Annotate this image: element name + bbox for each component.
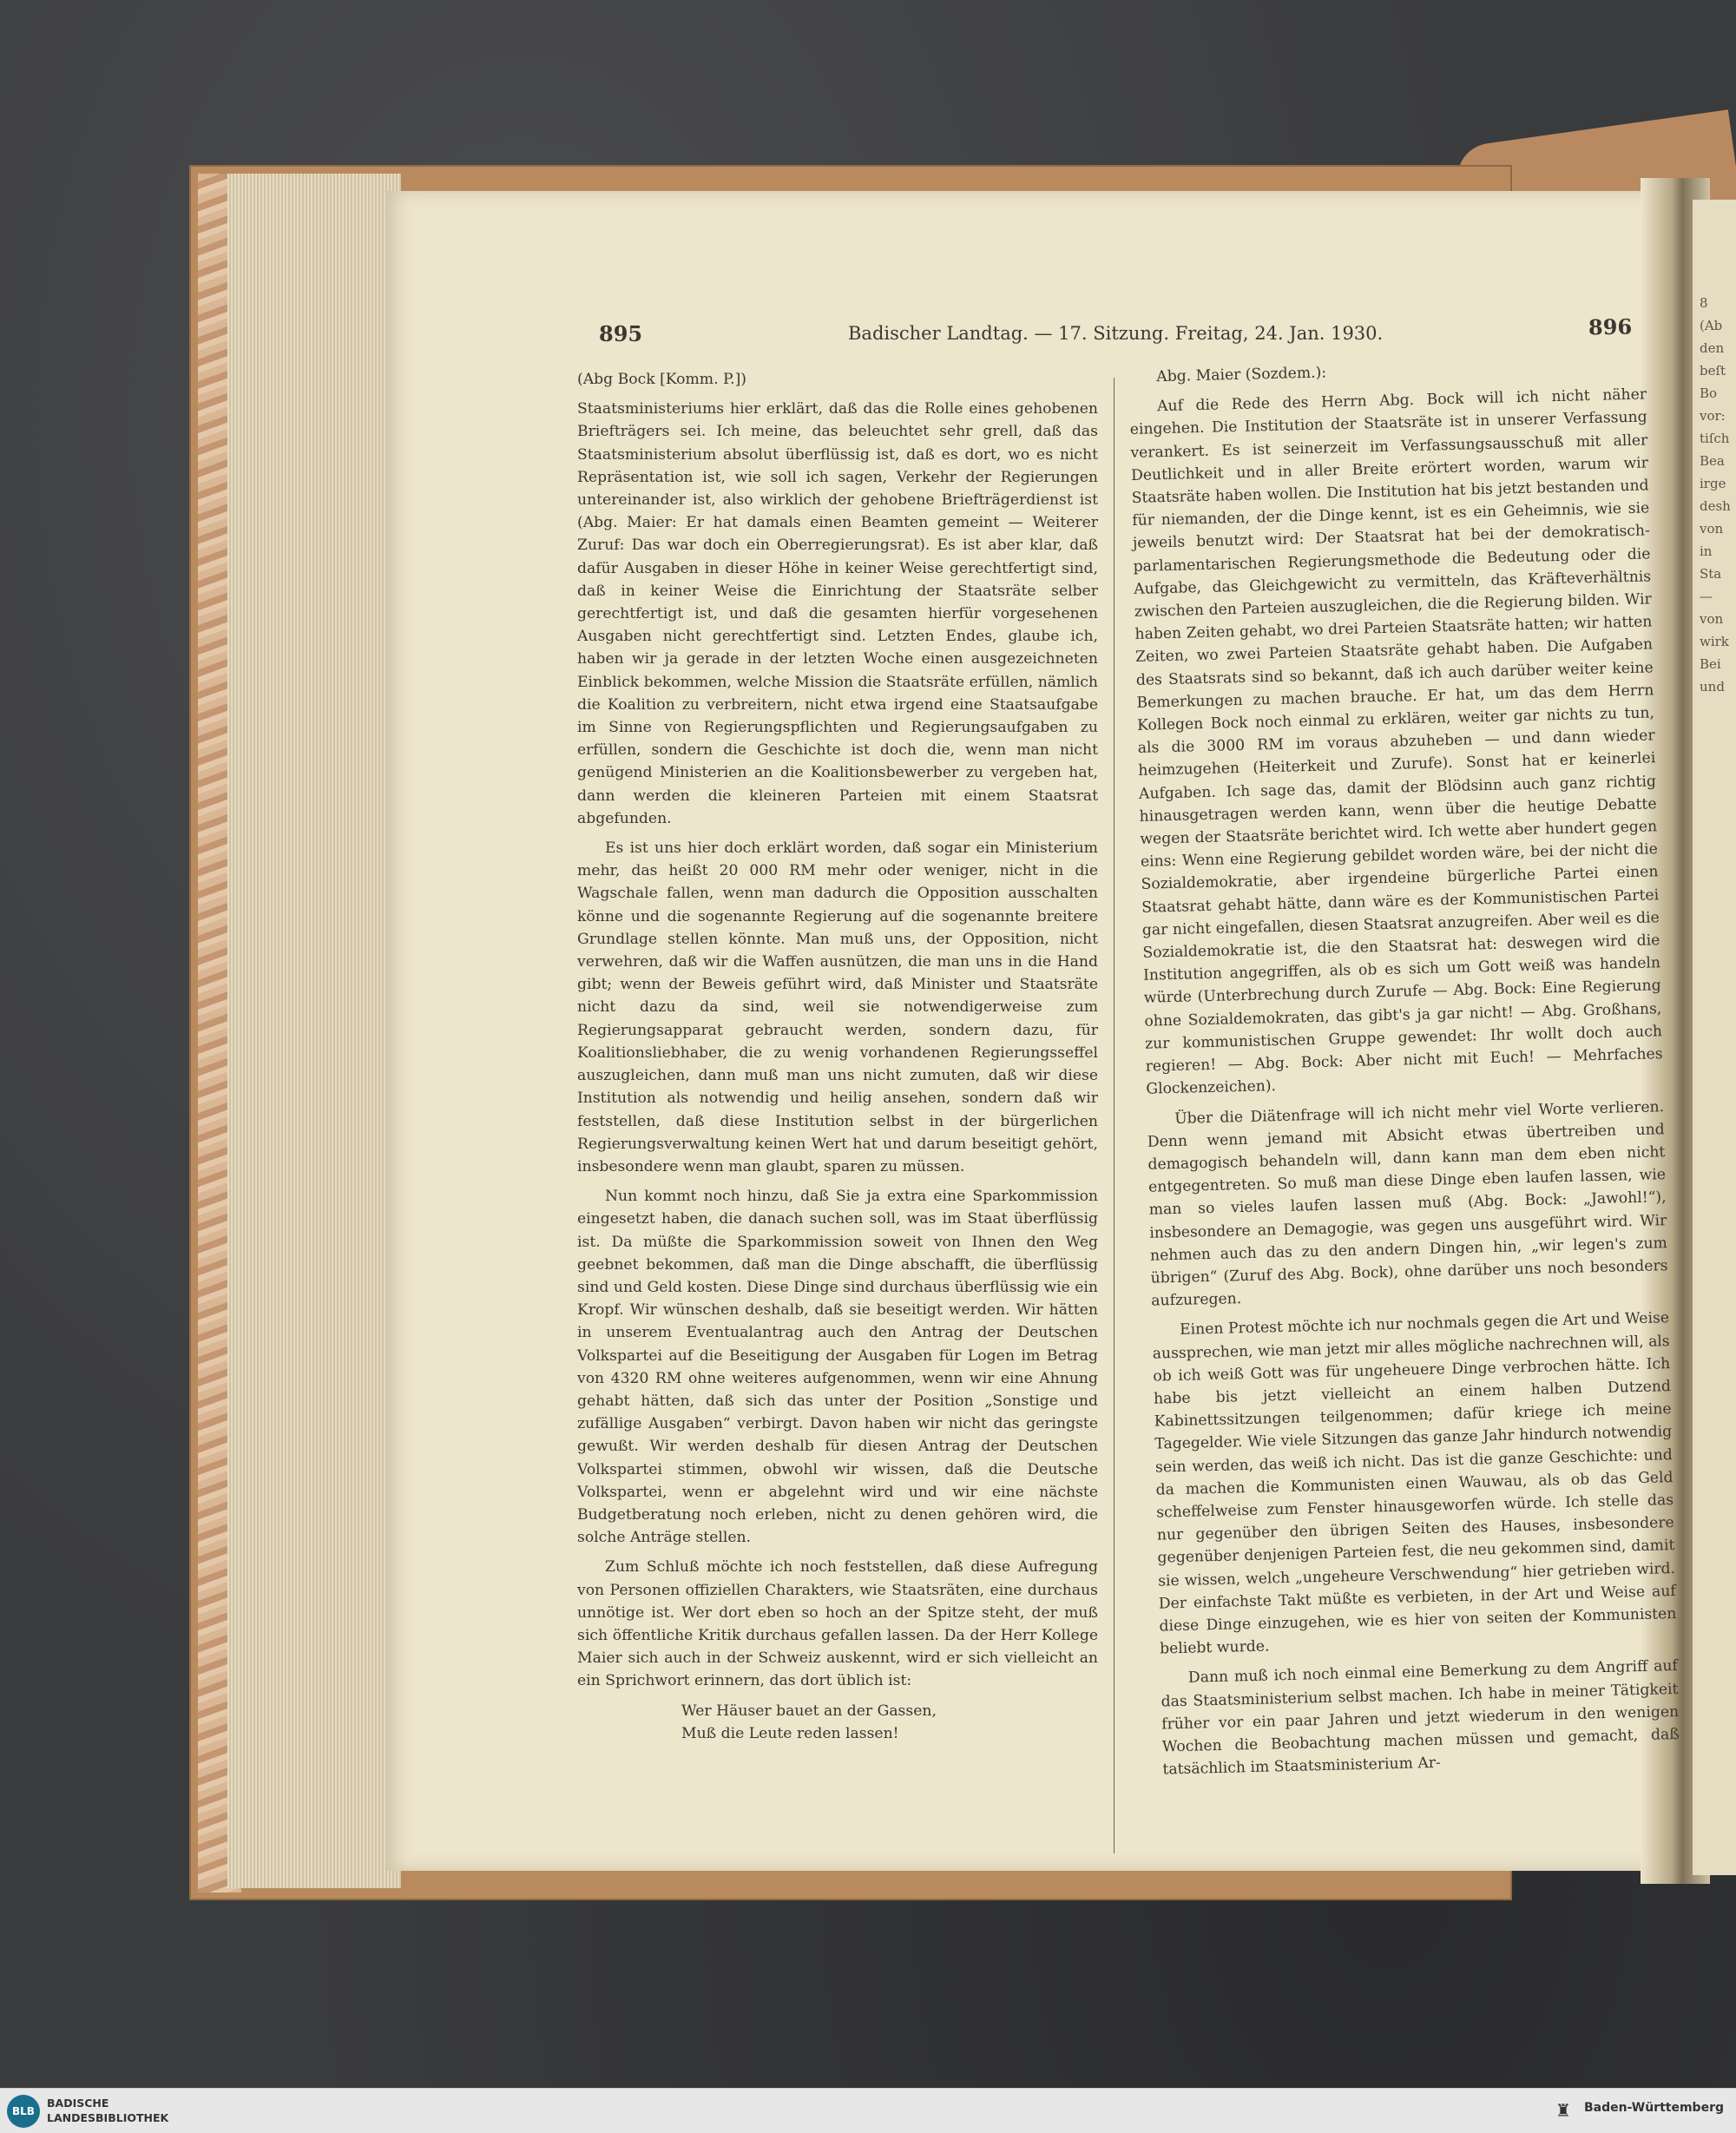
next-page-fragment: beſt bbox=[1700, 363, 1726, 379]
page-number-right: 896 bbox=[1588, 313, 1633, 340]
running-title: Badischer Landtag. — 17. Sitzung. Freitag, 24. Jan. 1930. bbox=[848, 323, 1384, 344]
paragraph: Über die Diätenfrage will ich nicht mehr viel Worte verlieren. Denn wenn jemand mit Absicht etwas übertreiben und demagogisch behandeln will, dann kann man dem eben nicht entgegentreten. So muß man diese Dinge eben laufen lassen, wie man so vieles laufen lassen muß (Abg. Bock: „Jawohl!“), insbesondere an Demagogie, was gegen uns ausgeführt wird. Wir nehmen auch das zu den andern Dingen hin, „wir legen's zum übrigen“ (Zuruf des Abg. Bock), ohne darüber uns noch besonders aufzuregen. bbox=[1147, 1097, 1668, 1310]
next-page-fragment: — bbox=[1700, 589, 1713, 604]
paragraph: Auf die Rede des Herrn Abg. Bock will ich nicht näher eingehen. Die Institution der Staatsräte ist in unserer Verfassung verankert. Es ist seinerzeit im Verfassungsausschuß mit aller Deutlichkeit und in aller Breite erörtert worden, warum wir Staatsräte haben wollen. Die Institution hat bis jetzt bestanden und für niemanden, der die Dinge kennt, ist es ein Geheimnis, wie sie jeweils benutzt wird: Der Staatsrat hat bei der demokratisch-parlamentarischen Regierungsmethode die Bedeutung oder die Aufgabe, das Gleichgewicht zu vermitteln, das Kräfteverhältnis zwischen den Parteien auszugleichen, die die Regierung bilden. Wir haben Zeiten gehabt, wo drei Parteien Staatsräte hatten; wir hatten Zeiten, wo zwei Parteien Staatsräte gehabt haben. Die Aufgaben des Staatsrats sind so bekannt, daß ich auch darüber weiter keine Bemerkungen zu machen brauche. Er hat, um das dem Herrn Kollegen Bock noch einmal zu erklären, weiter gar nichts zu tun, als die 3000 RM im voraus abzuheben — und dann wieder heimzugehen (Heiterkeit und Zurufe). Sonst hat er keinerlei Aufgaben. Ich sage das, damit der Blödsinn auch ganz richtig hinausgetragen werden kann, wenn über die heutige Debatte wegen der Staatsräte berichtet wird. Ich wette aber hundert gegen eins: Wenn eine Regierung gebildet worden wäre, bei der nicht die Sozialdemokratie, aber irgendeine bürgerliche Partei einen Staatsrat gehabt hätte, dann wäre es der Kommunistischen Partei gar nicht eingefallen, diesen Staatsrat anzugreifen. Aber weil es die Sozialdemokratie ist, die den Staatsrat hat: deswegen wird die Institution angegriffen, als ob es sich um Gott weiß was handeln würde (Unterbrechung durch Zurufe — Abg. Bock: Eine Regierung ohne Sozialdemokraten, das gibt's ja gar nicht! — Abg. Großhans, zur kommunistischen Gruppe gewendet: Ihr wollt doch auch regieren! — Abg. Bock: Aber nicht mit Euch! — Mehrfaches Glockenzeichen). bbox=[1129, 385, 1663, 1099]
next-page-fragment: Sta bbox=[1700, 566, 1722, 582]
library-name-line2: LANDESBIBLIOTHEK bbox=[47, 2111, 169, 2124]
next-page-fragment: irge bbox=[1700, 476, 1726, 491]
next-page-edge bbox=[1693, 200, 1736, 1875]
speaker-label: Abg. Maier (Sozdem.): bbox=[1156, 364, 1327, 386]
library-logo-icon[interactable]: BLB bbox=[7, 2095, 40, 2128]
paragraph: Nun kommt noch hinzu, daß Sie ja extra eine Sparkommission eingesetzt haben, die danach suchen soll, was im Staat überflüssig ist. Da müßte die Sparkommission soweit von Ihnen den Weg geebnet bekommen, daß man die Dinge abschafft, die überflüssig sind und Geld kosten. Diese Dinge sind durchaus überflüssig wie ein Kropf. Wir wünschen deshalb, daß sie beseitigt werden. Wir hätten in unserem Eventualantrag auch den Antrag der Deutschen Volkspartei auf die Beseitigung der Ausgaben für Logen im Betrag von 4320 RM ohne weiteres aufgenommen, wenn wir eine Ahnung gehabt hätten, daß sich das unter der Position „Sonstige und zufällige Ausgaben“ verbirgt. Davon haben wir nicht das geringste gewußt. Wir werden deshalb für diesen Antrag der Deutschen Volkspartei stimmen, obwohl wir wissen, daß die Deutsche Volkspartei, wenn er abgelehnt wird und wir eine nächste Budgetberatung noch erleben, nicht zu denen gehören wird, die solche Anträge stellen. bbox=[577, 1188, 1098, 1547]
page-header bbox=[595, 313, 1636, 351]
paragraph: Es ist uns hier doch erklärt worden, daß sogar ein Ministerium mehr, das heißt 20 000 RM mehr oder weniger, nicht in die Wagschale fallen, wenn man dadurch die Opposition ausschalten könne und die sogenannte Regierung auf die sogenannte breitere Grundlage stellen könnte. Man muß uns, der Opposition, nicht verwehren, daß wir die Waffen ausnützen, die man uns in die Hand gibt; wenn der Beweis geführt wird, daß Minister und Staatsräte nicht dazu da sind, weil sie notwendigerweise zum Regierungsapparat gebraucht werden, sondern dazu, für Koalitionsliebhaber, die zu wenig vorhandenen Regierungsseffel auszugleichen, dann muß man uns nicht zumuten, daß wir diese Institution als notwendig und heilig ansehen, sondern daß wir feststellen, daß diese Institution selbst in der bürgerlichen Regierungsverwaltung keinen Wert hat und darum beseitigt gehört, insbesondere wenn man glaubt, sparen zu müssen. bbox=[577, 839, 1098, 1175]
paragraph: Einen Protest möchte ich nur nochmals gegen die Art und Weise aussprechen, wie man jetzt mir alles mögliche nachrechnen will, als ob ich weiß Gott was für ungeheuere Dinge verbrochen hätte. Ich habe bis jetzt vielleicht an einem halben Dutzend Kabinettssitzungen teilgenommen; dafür kriege ich meine Tagegelder. Wie viele Sitzungen das ganze Jahr hindurch notwendig sein werden, das weiß ich nicht. Das ist die ganze Geschichte: und da machen die Kommunisten einen Wauwau, als ob das Geld scheffelweise zum Fenster hinausgeworfen würde. Ich stelle das nur gegenüber den übrigen Seiten des Hauses, insbesondere gegenüber denjenigen Parteien fest, die neu gekommen sind, damit sie wissen, welch „ungeheure Verschwendung“ hier getrieben wird. Der einfachste Takt müßte es verbieten, in der Art und Weise auf diese Dinge einzugehen, wie es hier von seiten der Kommunisten beliebt wurde. bbox=[1152, 1309, 1677, 1658]
next-page-fragment: Bo bbox=[1700, 385, 1718, 401]
paragraph: Staatsministeriums hier erklärt, daß das die Rolle eines gehobenen Briefträgers sei. Ich meine, das beleuchtet sehr grell, daß das Staatsministerium absolut überflüssig ist, daß es dort, wo es nicht Repräsentation ist, wie soll ich sagen, Verkehr der Regierungen untereinander ist, also wirklich der gehobene Briefträgerdienst ist (Abg. Maier: Er hat damals einen Beamten gemeint — Weiterer Zuruf: Das war doch ein Oberregierungsrat). Es ist aber klar, daß dafür Ausgaben in dieser Höhe in keiner Weise gerechtfertigt sind, daß in keiner Weise die Einrichtung der Staatsräte selber gerechtfertigt ist, und daß die gesamten hierfür vorgesehenen Ausgaben nicht gerechtfertigt sind. Letzten Endes, glaube ich, haben wir ja gerade in der letzten Woche einen ausgezeichneten Einblick bekommen, welche Mission die Staatsräte erfüllen, nämlich die Koalition zu verbreitern, nicht etwa irgend eine Staatsaufgabe im Sinne von Regierungspflichten und Regierungsaufgaben zu erfüllen, sondern die Geschichte ist doch die, wenn man nicht genügend Ministerien an die Koalitionsbewerber zu vergeben hat, dann werden die kleineren Parteien mit einem Staatsrat abgefunden. bbox=[577, 400, 1098, 827]
paragraph: Dann muß ich noch einmal eine Bemerkung zu dem Angriff auf das Staatsministerium selbst machen. Ich habe in meiner Tätigkeit früher vor ein paar Jahren und jetzt wiederum in den wenigen Wochen die Beobachtung machen müssen und gemacht, daß tatsächlich im Staatsministerium Ar- bbox=[1161, 1657, 1680, 1779]
speaker-label: (Abg Bock [Komm. P.]) bbox=[577, 371, 746, 388]
page-number-left: 895 bbox=[599, 321, 643, 346]
left-column bbox=[577, 368, 1098, 1745]
next-page-fragment: und bbox=[1700, 679, 1725, 695]
next-page-fragment: von bbox=[1700, 611, 1724, 627]
next-page-fragment: Bei bbox=[1700, 656, 1721, 672]
column-divider bbox=[1114, 378, 1115, 1853]
next-page-fragment: vor: bbox=[1700, 408, 1726, 424]
library-name-line1: BADISCHE bbox=[47, 2097, 109, 2110]
next-page-fragment: 8 bbox=[1700, 295, 1708, 311]
next-page-fragment: von bbox=[1700, 521, 1724, 537]
coat-of-arms-icon: ♜ bbox=[1555, 2100, 1571, 2121]
partner-logo[interactable]: Baden-Württemberg bbox=[1583, 2101, 1724, 2115]
viewer-footer bbox=[0, 2088, 1736, 2133]
right-column bbox=[1128, 353, 1680, 1787]
page-stack bbox=[227, 174, 401, 1888]
next-page-fragment: den bbox=[1700, 340, 1725, 356]
next-page-fragment: wirk bbox=[1700, 634, 1729, 649]
next-page-fragment: in bbox=[1700, 543, 1713, 559]
paragraph: Zum Schluß möchte ich noch feststellen, daß diese Aufregung von Personen offiziellen Charakters, wie Staatsräten, eine durchaus unnötige ist. Wer dort eben so hoch an der Spitze steht, der muß sich öffentliche Kritik durchaus gefallen lassen. Da der Herr Kollege Maier sich auch in der Schweiz auskennt, wird er sich vielleicht an ein Sprichwort erinnern, das dort üblich ist: bbox=[577, 1558, 1098, 1690]
library-name[interactable] bbox=[47, 2096, 168, 2125]
next-page-fragment: desh bbox=[1700, 498, 1731, 514]
next-page-fragment: (Ab bbox=[1700, 318, 1723, 333]
next-page-fragment: Bea bbox=[1700, 453, 1725, 469]
next-page-fragment: tiſch bbox=[1700, 431, 1730, 446]
verse-line: Muß die Leute reden lassen! bbox=[681, 1724, 899, 1742]
verse-line: Wer Häuser bauet an der Gassen, bbox=[681, 1702, 937, 1720]
